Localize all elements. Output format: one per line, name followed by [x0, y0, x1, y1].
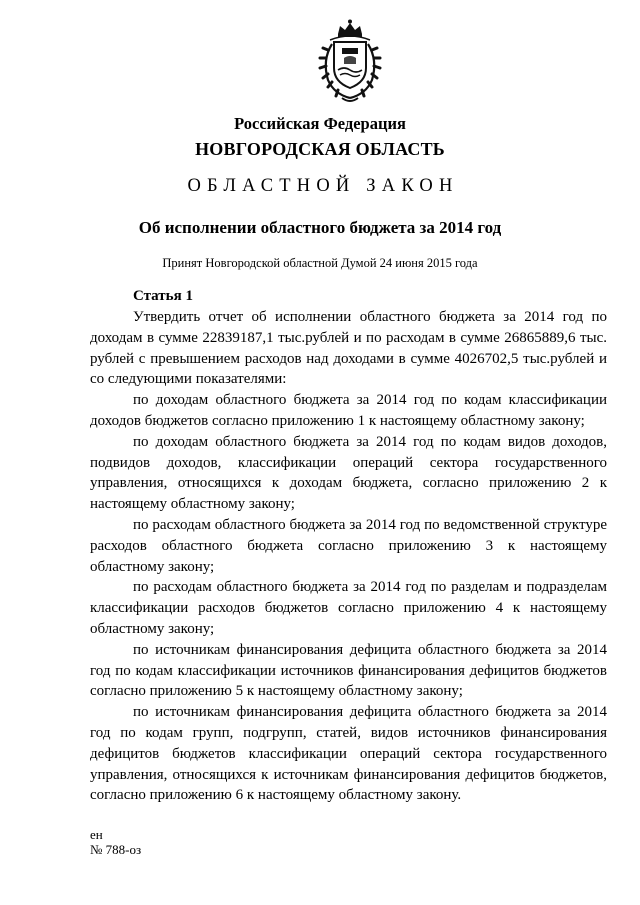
footer-initials: ен — [90, 827, 103, 842]
article-paragraph: по доходам областного бюджета за 2014 год по кодам видов доходов, подвидов доходов, классификации операций сектора государственного управления, относящихся к доходам бюджета, согласно приложению 2 к настоящему областному закону; — [90, 433, 607, 513]
coat-of-arms-icon — [316, 18, 384, 104]
article-paragraph: по расходам областного бюджета за 2014 год по ведомственной структуре расходов областного бюджета согласно приложению 3 к настоящему областному закону; — [90, 516, 607, 575]
federation-heading: Российская Федерация — [234, 114, 406, 133]
adoption-note: Принят Новгородской областной Думой 24 июня 2015 года — [162, 256, 478, 270]
article-paragraph: Утвердить отчет об исполнении областного бюджета за 2014 год по доходам в сумме 22839187,1 тыс.рублей и по расходам в сумме 26865889,6 тыс. рублей с превышением расходов над доходами в сумме 4026702,5 тыс.рублей и со следующими показателями: — [90, 309, 607, 388]
footer-law-number: № 788-оз — [90, 842, 142, 857]
article-body — [90, 307, 607, 806]
footer — [90, 827, 141, 857]
document-title: Об исполнении областного бюджета за 2014 год — [138, 218, 502, 237]
article-paragraph: по источникам финансирования дефицита областного бюджета за 2014 год по кодам групп, подгрупп, статей, видов источников финансирования дефицитов бюджетов классификации операций сектора государственного управления, относящихся к источникам финансирования дефицитов бюджетов, согласно приложению 6 к настоящему областному закону. — [90, 704, 607, 804]
article-paragraph: по расходам областного бюджета за 2014 год по разделам и подразделам классификации расходов бюджетов согласно приложению 4 к настоящему областному закону; — [90, 579, 607, 637]
region-heading: НОВГОРОДСКАЯ ОБЛАСТЬ — [195, 139, 445, 159]
article-paragraph: по источникам финансирования дефицита областного бюджета за 2014 год по кодам классификации источников финансирования дефицитов бюджетов согласно приложению 5 к настоящему областному закону; — [90, 641, 607, 700]
article-heading: Статья 1 — [133, 288, 193, 304]
article-paragraph: по доходам областного бюджета за 2014 год по кодам классификации доходов бюджетов согласно приложению 1 к настоящему областному закону; — [90, 392, 607, 429]
document-type: ОБЛАСТНОЙ ЗАКОН — [187, 176, 459, 196]
